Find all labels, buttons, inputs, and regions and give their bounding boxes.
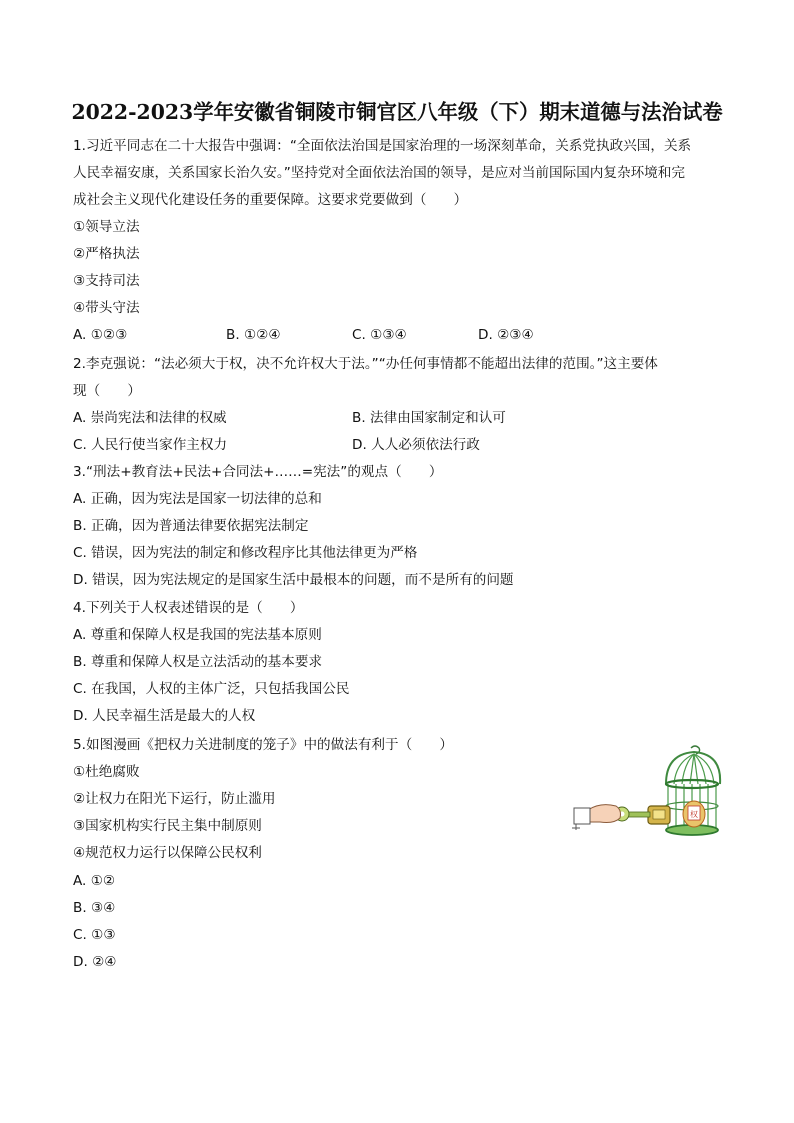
q1-stem-line: 1.习近平同志在二十大报告中强调：“全面依法治国是国家治理的一场深刻革命，关系党执政兴国，关系 bbox=[73, 138, 692, 154]
q1-option-b: B. ①②④ bbox=[226, 327, 281, 343]
q5-option-b: B. ③④ bbox=[73, 900, 116, 916]
cartoon-power-cage-image bbox=[570, 744, 722, 844]
q4-stem: 4.下列关于人权表述错误的是（ ） bbox=[73, 600, 304, 616]
q5-option-c: C. ①③ bbox=[73, 927, 116, 943]
q5-item: ③国家机构实行民主集中制原则 bbox=[73, 818, 262, 834]
q5-item: ②让权力在阳光下运行，防止滥用 bbox=[73, 791, 276, 807]
q1-item: ④带头守法 bbox=[73, 300, 140, 316]
q1-item: ①领导立法 bbox=[73, 219, 140, 235]
q1-stem-line: 成社会主义现代化建设任务的重要保障。这要求党要做到（ ） bbox=[73, 192, 468, 208]
q4-option-b: B. 尊重和保障人权是立法活动的基本要求 bbox=[73, 654, 323, 670]
q4-option-d: D. 人民幸福生活是最大的人权 bbox=[73, 708, 256, 724]
q1-item: ②严格执法 bbox=[73, 246, 140, 262]
page-title: 2022-2023学年安徽省铜陵市铜官区八年级（下）期末道德与法治试卷 bbox=[71, 100, 723, 124]
q5-option-d: D. ②④ bbox=[73, 954, 117, 970]
q3-option-d: D. 错误，因为宪法规定的是国家生活中最根本的问题，而不是所有的问题 bbox=[73, 572, 514, 588]
svg-text:权: 权 bbox=[690, 810, 698, 819]
q3-option-c: C. 错误，因为宪法的制定和修改程序比其他法律更为严格 bbox=[73, 545, 418, 561]
q2-option-d: D. 人人必须依法行政 bbox=[352, 437, 480, 453]
q1-option-d: D. ②③④ bbox=[478, 327, 534, 343]
q5-option-a: A. ①② bbox=[73, 873, 116, 889]
q3-option-b: B. 正确，因为普通法律要依据宪法制定 bbox=[73, 518, 309, 534]
q1-stem-line: 人民幸福安康，关系国家长治久安。”坚持党对全面依法治国的领导，是应对当前国际国内复杂环境和完 bbox=[73, 165, 685, 181]
q3-option-a: A. 正确，因为宪法是国家一切法律的总和 bbox=[73, 491, 322, 507]
q1-option-c: C. ①③④ bbox=[352, 327, 407, 343]
q5-stem: 5.如图漫画《把权力关进制度的笼子》中的做法有利于（ ） bbox=[73, 737, 453, 753]
q5-item: ①杜绝腐败 bbox=[73, 764, 140, 780]
q2-option-c: C. 人民行使当家作主权力 bbox=[73, 437, 228, 453]
q3-stem: 3.“刑法+教育法+民法+合同法+……=宪法”的观点（ ） bbox=[73, 464, 443, 480]
q4-option-c: C. 在我国，人权的主体广泛，只包括我国公民 bbox=[73, 681, 350, 697]
q2-stem-line: 现（ ） bbox=[73, 383, 141, 399]
q2-stem-line: 2.李克强说：“法必须大于权，决不允许权大于法。”“办任何事情都不能超出法律的范围。”这主要体 bbox=[73, 356, 658, 372]
q4-option-a: A. 尊重和保障人权是我国的宪法基本原则 bbox=[73, 627, 322, 643]
q2-option-a: A. 崇尚宪法和法律的权威 bbox=[73, 410, 227, 426]
q2-option-b: B. 法律由国家制定和认可 bbox=[352, 410, 506, 426]
q1-item: ③支持司法 bbox=[73, 273, 140, 289]
q1-option-a: A. ①②③ bbox=[73, 327, 128, 343]
q5-item: ④规范权力运行以保障公民权利 bbox=[73, 845, 262, 861]
